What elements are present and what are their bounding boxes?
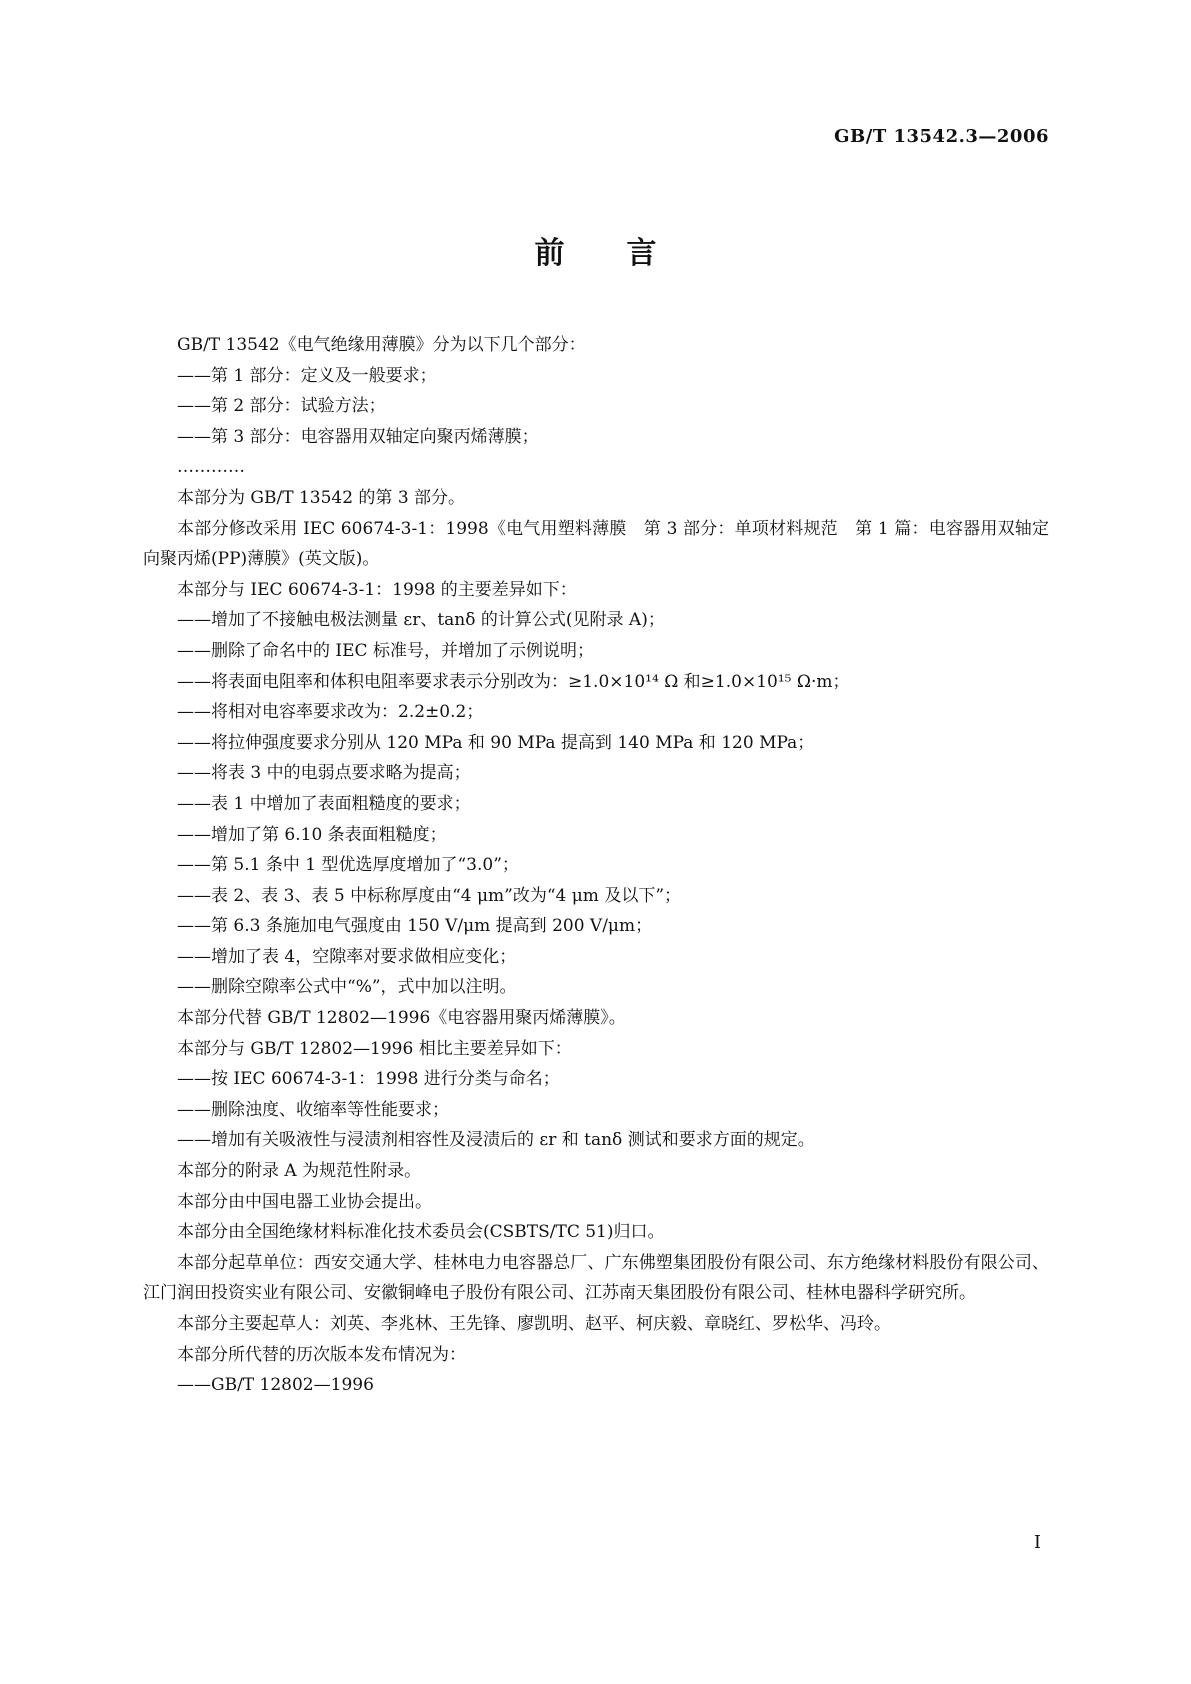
- list-item: ——第 3 部分：电容器用双轴定向聚丙烯薄膜；: [177, 426, 539, 447]
- ellipsis: …………: [177, 457, 245, 478]
- page-title: [0, 228, 1191, 272]
- list-item: ——GB/T 12802—1996: [177, 1375, 374, 1396]
- page-number: I: [1033, 1532, 1041, 1553]
- list-item: ——第 5.1 条中 1 型优选厚度增加了“3.0”；: [177, 855, 519, 876]
- paragraph: 本部分由全国绝缘材料标准化技术委员会(CSBTS/TC 51)归口。: [177, 1222, 665, 1243]
- list-item: ——第 6.3 条施加电气强度由 150 V/μm 提高到 200 V/μm；: [177, 916, 653, 937]
- list-item: ——表 2、表 3、表 5 中标称厚度由“4 μm”改为“4 μm 及以下”；: [177, 885, 682, 906]
- foreword-body: [143, 330, 1049, 1401]
- paragraph: 本部分与 GB/T 12802—1996 相比主要差异如下：: [177, 1038, 572, 1059]
- title-char-2: 言: [626, 236, 657, 271]
- paragraph: 本部分的附录 A 为规范性附录。: [177, 1161, 422, 1182]
- list-item: ——第 2 部分：试验方法；: [177, 396, 386, 417]
- list-item: ——表 1 中增加了表面粗糙度的要求；: [177, 793, 471, 814]
- list-item: ——删除浊度、收缩率等性能要求；: [177, 1099, 449, 1120]
- paragraph: 本部分代替 GB/T 12802—1996《电容器用聚丙烯薄膜》。: [177, 1008, 626, 1029]
- list-item: ——增加了表 4，空隙率对要求做相应变化；: [177, 946, 517, 967]
- list-item: ——删除空隙率公式中“%”，式中加以注明。: [177, 977, 517, 998]
- list-item: ——增加了第 6.10 条表面粗糙度；: [177, 824, 447, 845]
- list-item: ——按 IEC 60674-3-1：1998 进行分类与命名；: [177, 1069, 560, 1090]
- paragraph: 本部分所代替的历次版本发布情况为：: [177, 1344, 466, 1365]
- standard-code: GB/T 13542.3—2006: [834, 126, 1049, 147]
- title-char-1: 前: [534, 236, 565, 271]
- list-item: ——删除了命名中的 IEC 标准号，并增加了示例说明；: [177, 640, 594, 661]
- list-item: ——将表 3 中的电弱点要求略为提高；: [177, 763, 471, 784]
- paragraph: GB/T 13542《电气绝缘用薄膜》分为以下几个部分：: [177, 335, 586, 355]
- paragraph: 本部分与 IEC 60674-3-1：1998 的主要差异如下：: [177, 579, 577, 600]
- list-item: ——将相对电容率要求改为：2.2±0.2；: [177, 702, 484, 723]
- list-item: ——增加了不接触电极法测量 εr、tanδ 的计算公式(见附录 A)；: [177, 610, 665, 631]
- paragraph: 本部分修改采用 IEC 60674-3-1：1998《电气用塑料薄膜 第 3 部分：单项材料规范 第 1 篇：电容器用双轴定向聚丙烯(PP)薄膜》(英文版)。: [143, 518, 1049, 570]
- list-item: ——将拉伸强度要求分别从 120 MPa 和 90 MPa 提高到 140 MPa 和 120 MPa；: [177, 732, 815, 753]
- paragraph: 本部分为 GB/T 13542 的第 3 部分。: [177, 487, 466, 508]
- list-item: ——第 1 部分：定义及一般要求；: [177, 365, 437, 386]
- paragraph: 本部分由中国电器工业协会提出。: [177, 1191, 432, 1212]
- list-item: ——增加有关吸液性与浸渍剂相容性及浸渍后的 εr 和 tanδ 测试和要求方面的规定。: [177, 1130, 815, 1151]
- paragraph: 本部分起草单位：西安交通大学、桂林电力电容器总厂、广东佛塑集团股份有限公司、东方绝缘材料股份有限公司、江门润田投资实业有限公司、安徽铜峰电子股份有限公司、江苏南天集团股份有限公司、桂林电器科学研究所。: [143, 1252, 1049, 1304]
- list-item: ——将表面电阻率和体积电阻率要求表示分别改为：≥1.0×10¹⁴ Ω 和≥1.0×10¹⁵ Ω·m；: [177, 671, 850, 692]
- paragraph: 本部分主要起草人：刘英、李兆林、王先锋、廖凯明、赵平、柯庆毅、章晓红、罗松华、冯玲。: [177, 1314, 891, 1334]
